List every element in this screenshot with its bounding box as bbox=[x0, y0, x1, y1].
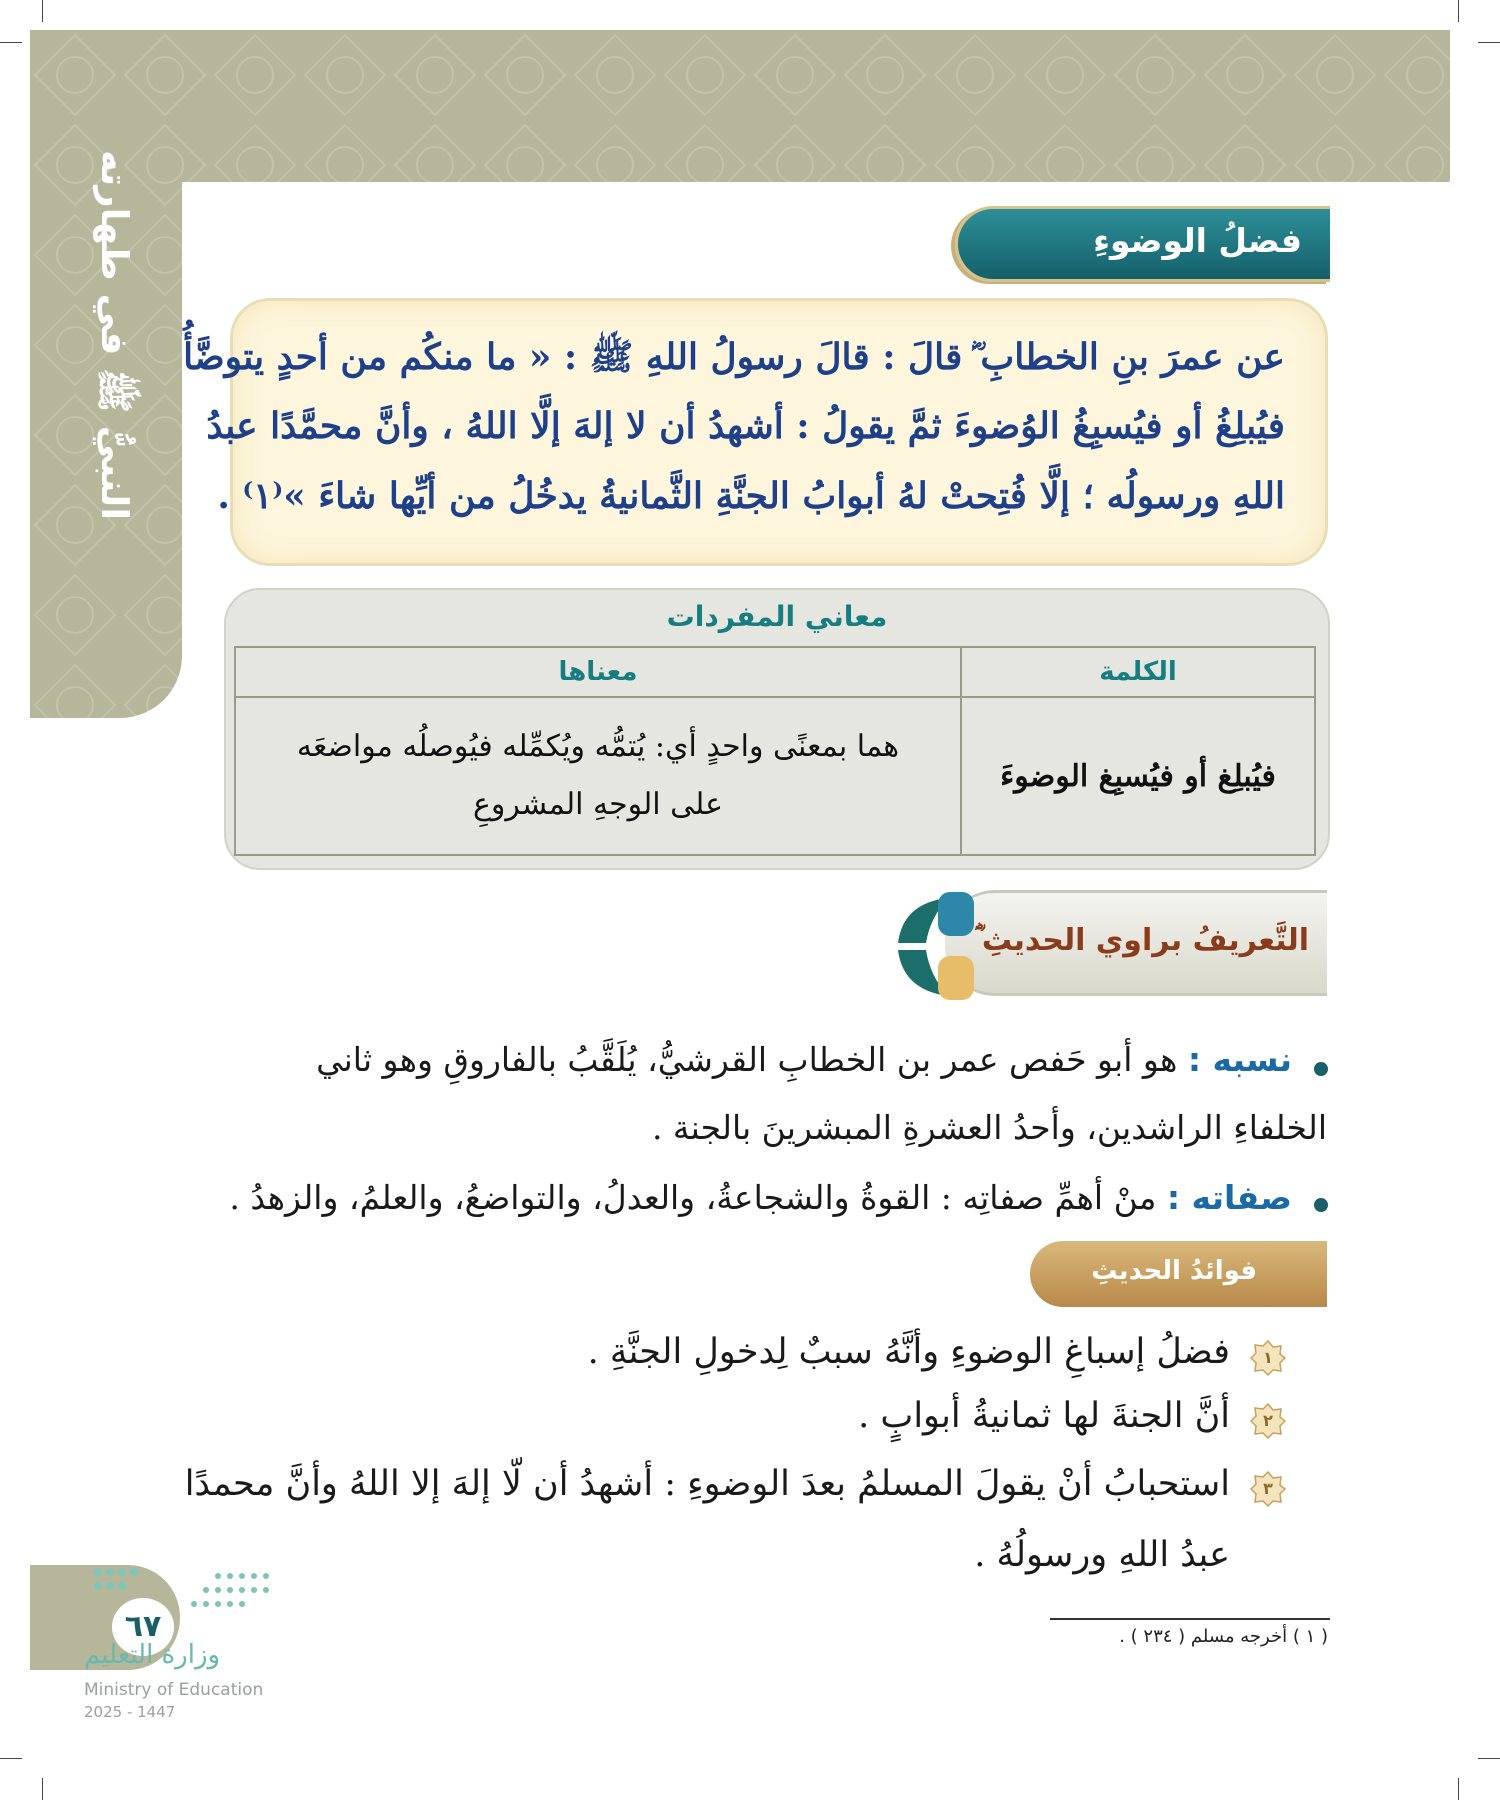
crop-mark bbox=[1458, 0, 1459, 22]
benefit-number: ٢ bbox=[1263, 1411, 1273, 1430]
crop-mark bbox=[0, 42, 22, 43]
lineage-label: نسبه : bbox=[1187, 1040, 1292, 1079]
bullet-icon bbox=[1314, 1062, 1328, 1076]
table-row bbox=[235, 697, 1315, 855]
benefit-number: ١ bbox=[1263, 1348, 1273, 1367]
section-header-wudu bbox=[955, 206, 1330, 282]
number-badge bbox=[1250, 1403, 1286, 1439]
benefit-3-line-2: عبدُ اللهِ ورسولُهُ . bbox=[974, 1535, 1230, 1575]
benefit-2: أنَّ الجنةَ لها ثمانيةُ أبوابٍ . bbox=[858, 1396, 1230, 1436]
bullet-icon bbox=[1314, 1198, 1328, 1212]
page-number: ٦٧ bbox=[112, 1598, 174, 1656]
benefit-1: فضلُ إسباغِ الوضوءِ وأنَّهُ سببٌ لِدخولِ الجنَّةِ . bbox=[587, 1332, 1230, 1372]
column-header-meaning: معناها bbox=[235, 647, 961, 697]
vocabulary-box bbox=[224, 588, 1330, 870]
lineage-line-2: الخلفاءِ الراشدين، وأحدُ العشرةِ المبشرينَ بالجنة . bbox=[651, 1108, 1327, 1147]
traits-line bbox=[229, 1178, 1292, 1217]
narrator-header bbox=[945, 890, 1327, 996]
crop-mark bbox=[1458, 1778, 1459, 1800]
lineage-line-1 bbox=[316, 1040, 1292, 1079]
vocab-word: فيُبلِغ أو فيُسبِغ الوضوءَ bbox=[961, 697, 1315, 855]
crop-mark bbox=[0, 1758, 22, 1759]
benefits-header bbox=[1030, 1241, 1327, 1307]
traits-text: منْ أهمِّ صفاتِه : القوةُ والشجاعةُ، والعدلُ، والتواضعُ، والعلمُ، والزهدُ . bbox=[229, 1178, 1157, 1217]
crop-mark bbox=[42, 1778, 43, 1800]
number-badge bbox=[1250, 1340, 1286, 1376]
ministry-year: 2025 - 1447 bbox=[84, 1703, 176, 1721]
benefits-header-text: فوائدُ الحديثِ bbox=[1091, 1256, 1257, 1286]
crop-mark bbox=[1478, 1758, 1500, 1759]
vocab-meaning bbox=[235, 697, 961, 855]
chapter-side-title-text: النبيُّ ﷺ في طهارته bbox=[93, 149, 136, 521]
crop-mark bbox=[42, 0, 43, 22]
vocabulary-title: معاني المفردات bbox=[666, 600, 888, 633]
lineage-text-1: هو أبو حَفص عمر بن الخطابِ القرشيُّ، يُلَقَّبُ بالفاروقِ وهو ثاني bbox=[316, 1040, 1178, 1079]
number-badge bbox=[1250, 1471, 1286, 1507]
vocabulary-table bbox=[234, 646, 1316, 856]
vocab-meaning-line-2: على الوجهِ المشروعِ bbox=[472, 787, 724, 822]
section-header-text: فضلُ الوضوءِ bbox=[1093, 221, 1302, 260]
footnote-divider bbox=[1050, 1618, 1330, 1620]
narrator-emblem-icon bbox=[868, 888, 988, 1006]
ministry-name-english: Ministry of Education bbox=[84, 1680, 264, 1700]
footnote: ( ١ ) أخرجه مسلم ( ٢٣٤ ) . bbox=[1119, 1626, 1328, 1647]
benefit-number: ٣ bbox=[1263, 1479, 1273, 1498]
page-frame-top bbox=[30, 30, 1450, 182]
benefit-3-line-1: استحبابُ أنْ يقولَ المسلمُ بعدَ الوضوءِ : أشهدُ أن لّا إلهَ إلا اللهُ وأنَّ محمدًا bbox=[184, 1464, 1230, 1504]
hadith-line-1: عن عمرَ بنِ الخطابِ ؓ قالَ : قالَ رسولُ اللهِ ﷺ : « ما منكُم من أحدٍ يتوضَّأُ bbox=[183, 336, 1285, 378]
ministry-name-arabic: وزارة التعليم bbox=[84, 1640, 221, 1670]
table-header-row bbox=[235, 647, 1315, 697]
vocab-meaning-line-1: هما بمعنًى واحدٍ أي: يُتمُّه ويُكمِّله فيُوصلُه مواضعَه bbox=[296, 729, 900, 764]
traits-label: صفاته : bbox=[1166, 1178, 1292, 1217]
narrator-header-text: التَّعريفُ براوي الحديثِ ؓ bbox=[974, 923, 1309, 958]
hadith-line-2: فيُبلِغُ أو فيُسبِغُ الوُضوءَ ثمَّ يقولُ : أشهدُ أن لا إلهَ إلَّا اللهُ ، وأنَّ محمَّدًا عبدُ bbox=[206, 405, 1285, 447]
hadith-line-3: اللهِ ورسولُه ؛ إلَّا فُتِحتْ لهُ أبوابُ الجنَّةِ الثَّمانيةُ يدخُلُ من أيِّها شاءَ »⁽١⁾ . bbox=[217, 475, 1285, 517]
crop-mark bbox=[1478, 42, 1500, 43]
column-header-word: الكلمة bbox=[961, 647, 1315, 697]
hadith-box bbox=[183, 298, 1328, 566]
chapter-side-title bbox=[60, 149, 160, 521]
